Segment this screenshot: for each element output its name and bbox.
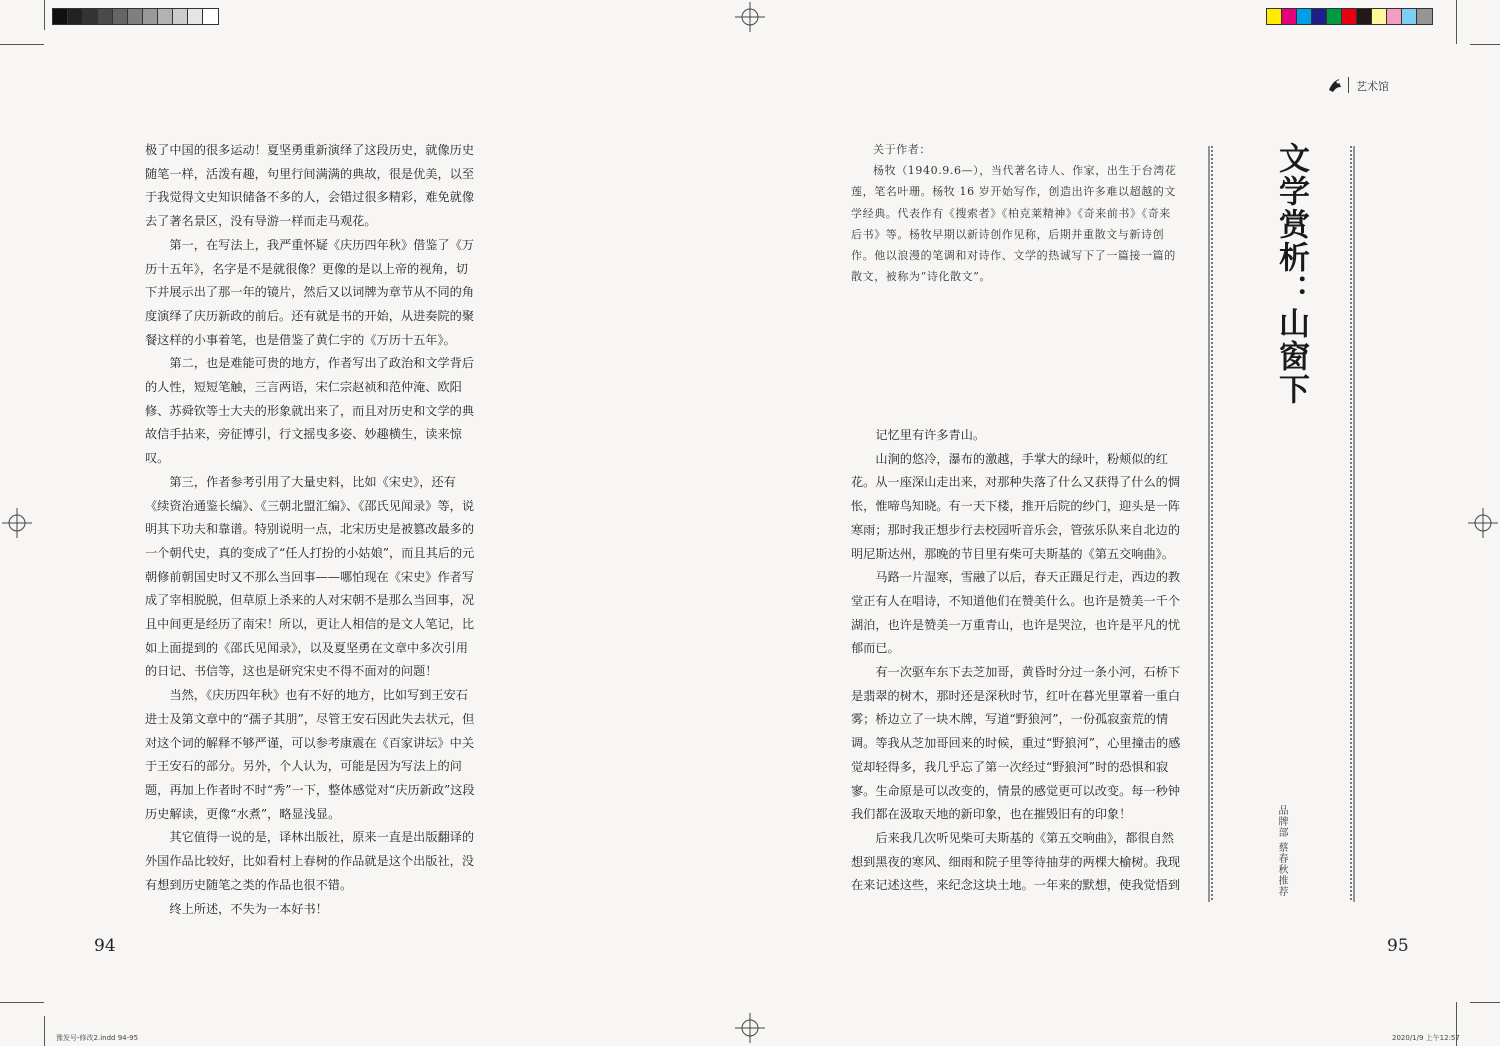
article-title: 文学赏析：山窗下 <box>1273 142 1309 406</box>
registration-mark-icon <box>735 2 765 32</box>
registration-mark-icon <box>1468 508 1498 538</box>
body-paragraph: 记忆里有许多青山。 <box>875 428 986 442</box>
author-heading: 关于作者： <box>873 143 931 156</box>
body-paragraph: 其它值得一说的是，译林出版社，原来一直是出版翻译的外国作品比较好，比如看村上春树的作品就是这个出版社，没有想到历史随笔之类的作品也很不错。 <box>145 830 475 892</box>
color-swatch <box>1372 9 1387 24</box>
color-swatch <box>188 9 203 24</box>
title-rule-left <box>1208 146 1214 902</box>
color-swatch <box>98 9 113 24</box>
page-number-right: 95 <box>1387 936 1409 956</box>
color-swatch <box>53 9 68 24</box>
body-paragraph: 当然，《庆历四年秋》也有不好的地方，比如写到王安石进士及第文章中的“孺子其朋”，尽管王安石因此失去状元，但对这个词的解释不够严谨，可以参考康震在《百家讲坛》中关于王安石的部分。另外，个人认为，可能是因为写法上的问题，再加上作者时不时“秀”一下，整体感觉对“庆历新政”这段历史解读，更像“水煮”，略显浅显。 <box>145 688 475 821</box>
body-paragraph: 马路一片湿寒，雪融了以后，春天正蹑足行走，西边的教堂正有人在唱诗，不知道他们在赞美什么。也许是赞美一千个湖泊，也许是赞美一万重青山，也许是哭泣，也许是平凡的忧郁而已。 <box>851 570 1181 656</box>
color-swatch <box>68 9 83 24</box>
color-swatch <box>113 9 128 24</box>
color-swatch <box>1387 9 1402 24</box>
color-swatch <box>1342 9 1357 24</box>
slug-left: 豫发号-修改2.indd 94-95 <box>56 1034 139 1042</box>
color-swatch <box>83 9 98 24</box>
color-swatch <box>1267 9 1282 24</box>
color-swatch <box>203 9 218 24</box>
body-paragraph: 有一次驱车东下去芝加哥，黄昏时分过一条小河，石桥下是翡翠的树木，那时还是深秋时节，红叶在暮光里罩着一重白雾；桥边立了一块木牌，写道“野狼河”，一份孤寂蛮荒的情调。等我从芝加哥回来的时候，重过“野狼河”，心里撞击的感觉却轻得多，我几乎忘了第一次经过“野狼河”时的恐惧和寂寥。生命原是可以改变的，情景的感觉更可以改变。每一秒钟我们都在汲取天地的新印象，也在摧毁旧有的印象！ <box>851 665 1181 822</box>
registration-mark-icon <box>2 508 32 538</box>
section-label: 艺术馆 <box>1356 80 1389 93</box>
header-divider <box>1348 77 1349 93</box>
title-rule-right <box>1350 146 1356 902</box>
author-bio: 杨牧（1940.9.6—），当代著名诗人、作家，出生于台湾花莲，笔名叶珊。杨牧 16 岁开始写作，创造出许多难以超越的文学经典。代表作有《搜索者》《柏克莱精神》《奇来前书》《奇来后书》等。杨牧早期以新诗创作见称，后期并重散文与新诗创作。他以浪漫的笔调和对诗作、文学的热诚写下了一篇接一篇的散文，被称为“诗化散文”。 <box>851 164 1177 284</box>
body-paragraph: 山涧的悠冷，瀑布的激越，手掌大的绿叶，粉颊似的红花。从一座深山走出来，对那种失落了什么又获得了什么的惆怅，惟啼鸟知晓。有一天下楼，推开后院的纱门，迎头是一阵寒雨；那时我正想步行去校园听音乐会，管弦乐队来自北边的明尼斯达州，那晚的节目里有柴可夫斯基的《第五交响曲》。 <box>851 451 1181 561</box>
left-page-body <box>145 139 476 921</box>
body-paragraph: 终上所述，不失为一本好书！ <box>169 901 328 916</box>
grayscale-swatch-bar <box>52 8 219 25</box>
color-swatch <box>1357 9 1372 24</box>
color-swatch-bar <box>1266 8 1433 25</box>
color-swatch <box>1282 9 1297 24</box>
body-paragraph: 第三，作者参考引用了大量史料，比如《宋史》，还有《续资治通鉴长编》、《三朝北盟汇编》、《邵氏见闻录》等，说明其下功夫和靠谱。特别说明一点，北宋历史是被篡改最多的一个朝代史，真的变成了“任人打扮的小姑娘”，而且其后的元朝修前朝国史时又不那么当回事——哪怕现在《宋史》作者写成了宰相脱脱，但草原上杀来的人对宋朝不是那么当回事，况且中间更是经历了南宋！所以，更让人相信的是文人笔记，比如上面提到的《邵氏见闻录》，以及夏坚勇在文章中多次引用的日记、书信等，这也是研究宋史不得不面对的问题！ <box>145 474 475 679</box>
body-paragraph: 后来我几次听见柴可夫斯基的《第五交响曲》，都很自然想到黑夜的寒风、细雨和院子里等待抽芽的两棵大榆树。我现在来记述这些，来纪念这块土地。一年来的默想，使我觉悟到 <box>851 830 1181 893</box>
color-swatch <box>1327 9 1342 24</box>
page-number-left: 94 <box>94 936 116 956</box>
body-paragraph: 极了中国的很多运动！夏坚勇重新演绎了这段历史，就像历史随笔一样，活泼有趣，句里行间满满的典故，很是优美，以至于我觉得文史知识储备不多的人，会错过很多精彩，难免就像去了著名景区，没有导游一样而走马观花。 <box>145 143 475 229</box>
color-swatch <box>128 9 143 24</box>
color-swatch <box>1297 9 1312 24</box>
registration-mark-icon <box>735 1013 765 1043</box>
color-swatch <box>173 9 188 24</box>
body-paragraph: 第一，在写法上，我严重怀疑《庆历四年秋》借鉴了《万历十五年》，名字是不是就很像？更像的是以上帝的视角，切下并展示出了那一年的镜片，然后又以词牌为章节从不同的角度演绎了庆历新政的前后。还有就是书的开始，从进奏院的聚餐这样的小事着笔，也是借鉴了黄仁宇的《万历十五年》。 <box>145 237 475 347</box>
right-page-body <box>851 424 1184 898</box>
author-note <box>851 139 1181 287</box>
color-swatch <box>1402 9 1417 24</box>
color-swatch <box>158 9 173 24</box>
slug-right: 2020/1/9 上午12:57 <box>1392 1034 1460 1042</box>
color-swatch <box>1312 9 1327 24</box>
ornament-icon <box>1326 76 1344 94</box>
color-swatch <box>1417 9 1432 24</box>
color-swatch <box>143 9 158 24</box>
body-paragraph: 第二，也是难能可贵的地方，作者写出了政治和文学背后的人性，短短笔触，三言两语，宋仁宗赵祯和范仲淹、欧阳修、苏舜钦等士大夫的形象就出来了，而且对历史和文学的典故信手拈来，旁征博引，行文摇曳多姿、妙趣横生，读来惊叹。 <box>145 356 475 466</box>
article-credit: 品牌部 蔡春秋推荐 <box>1276 805 1287 898</box>
